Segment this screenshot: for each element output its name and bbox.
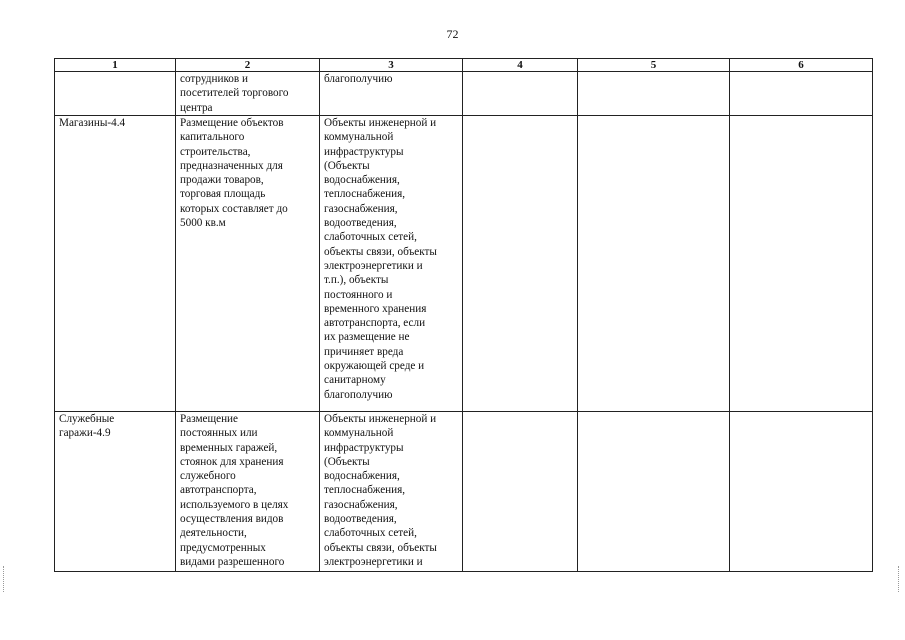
table-cell	[730, 116, 873, 412]
table-cell	[578, 412, 730, 572]
page-number: 72	[446, 27, 459, 41]
table-cell: Размещение постоянных или временных гаражей, стоянок для хранения служебного автотранспорта, используемого в целях осуществления видов деятельности, предусмотренных видами разрешенного	[176, 412, 320, 572]
column-header-3: 3	[320, 59, 463, 72]
land-use-table	[54, 58, 873, 572]
table-cell: Размещение объектов капитального строительства, предназначенных для продажи товаров, торговая площадь которых составляет до 5000 кв.м	[176, 116, 320, 412]
table-cell	[463, 72, 578, 116]
table-cell	[463, 116, 578, 412]
table-cell: Служебные гаражи-4.9	[55, 412, 176, 572]
column-header-2: 2	[176, 59, 320, 72]
table-cell: Объекты инженерной и коммунальной инфраструктуры (Объекты водоснабжения, теплоснабжения, газоснабжения, водоотведения, слаботочных сетей, объекты связи, объекты электроэнергетики и т.п.), объекты постоянного и временного хранения автотранспорта, если их размещение не причиняет вреда окружающей среде и санитарному благополучию	[320, 116, 463, 412]
column-header-6: 6	[730, 59, 873, 72]
column-header-5: 5	[578, 59, 730, 72]
table-cell	[55, 72, 176, 116]
scan-edge-mark-right	[898, 566, 901, 592]
table-cell	[730, 72, 873, 116]
table-cell: Объекты инженерной и коммунальной инфраструктуры (Объекты водоснабжения, теплоснабжения, газоснабжения, водоотведения, слаботочных сетей, объекты связи, объекты электроэнергетики и	[320, 412, 463, 572]
table-cell: сотрудников и посетителей торгового центра	[176, 72, 320, 116]
table-header-row	[55, 59, 873, 72]
column-header-4: 4	[463, 59, 578, 72]
table-cell: Магазины-4.4	[55, 116, 176, 412]
scan-edge-mark-left	[3, 566, 6, 592]
table-cell: благополучию	[320, 72, 463, 116]
table-cell	[463, 412, 578, 572]
table-row	[55, 116, 873, 412]
table-row	[55, 412, 873, 572]
column-header-1: 1	[55, 59, 176, 72]
table-cell	[578, 72, 730, 116]
table-row	[55, 72, 873, 116]
table-cell	[578, 116, 730, 412]
table-cell	[730, 412, 873, 572]
